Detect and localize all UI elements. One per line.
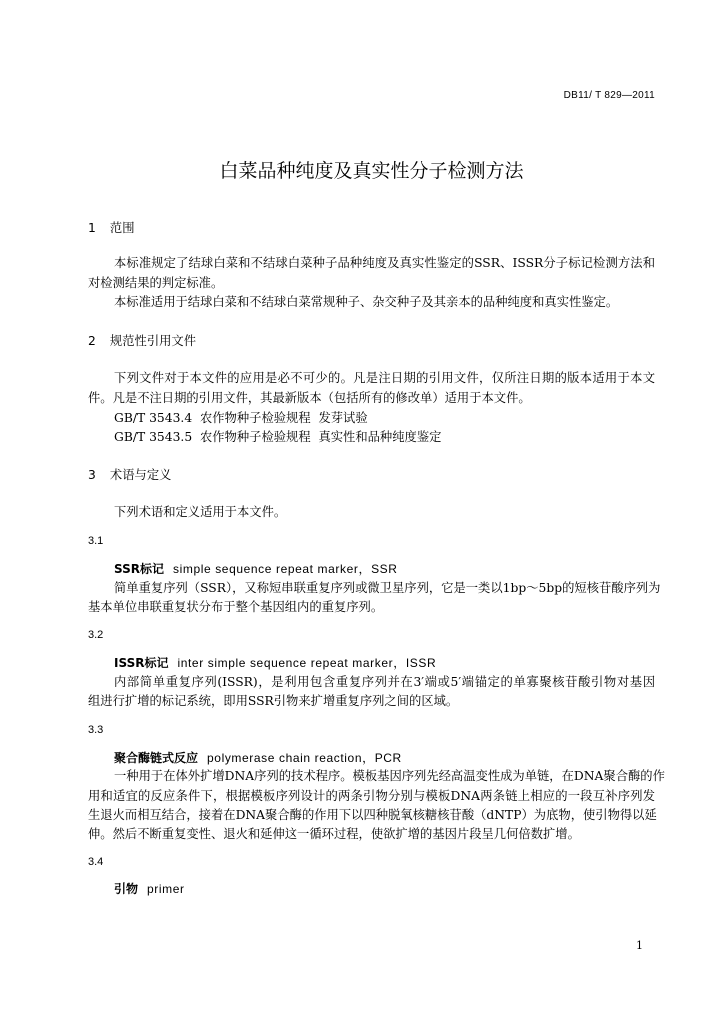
term-english: primer xyxy=(147,882,185,896)
section-heading: 规范性引用文件 xyxy=(109,334,197,348)
term-number: 3.4 xyxy=(88,856,104,868)
term-number: 3.2 xyxy=(88,629,104,641)
term-definition-line: 组进行扩增的标记系统，即用SSR引物来扩增重复序列之间的区域。 xyxy=(88,694,459,708)
term-chinese: ISSR标记 xyxy=(114,656,169,670)
section-2-paragraph-line-1: 下列文件对于本文件的应用是必不可少的。凡是注日期的引用文件，仅所注日期的版本适用于本文 xyxy=(114,371,655,385)
term-definition-line: 用和适宜的反应条件下，根据模板序列设计的两条引物分别与模板DNA两条链上相应的一段互补序列发 xyxy=(88,789,655,803)
term-english: simple sequence repeat marker，SSR xyxy=(173,562,398,576)
section-1-paragraph-2-line-1: 本标准适用于结球白菜和不结球白菜常规种子、杂交种子及其亲本的品种纯度和真实性鉴定。 xyxy=(114,295,619,309)
section-number: 3 xyxy=(88,468,96,482)
page-number: 1 xyxy=(636,939,643,952)
section-2-paragraph-line-2: 件。凡是不注日期的引用文件，其最新版本（包括所有的修改单）适用于本文件。 xyxy=(88,391,531,405)
section-number: 2 xyxy=(88,334,96,348)
term-definition-line: 生退火而相互结合，接着在DNA聚合酶的作用下以四种脱氧核糖核苷酸（dNTP）为底物，使引物得以延 xyxy=(88,808,657,822)
term-chinese: SSR标记 xyxy=(114,562,164,576)
standard-code: DB11/ T 829—2011 xyxy=(563,90,655,101)
section-1-paragraph-1-line-2: 对检测结果的判定标准。 xyxy=(88,276,224,290)
section-1-paragraph-1-line-1: 本标准规定了结球白菜和不结球白菜种子品种纯度及真实性鉴定的SSR、ISSR分子标记检测方法和 xyxy=(114,256,655,270)
term-entry xyxy=(114,750,402,766)
term-entry xyxy=(114,561,398,577)
term-number: 3.1 xyxy=(88,535,104,547)
term-entry xyxy=(114,881,185,897)
term-definition-line: 基本单位串联重复状分布于整个基因组内的重复序列。 xyxy=(88,600,384,614)
term-chinese: 引物 xyxy=(114,882,139,896)
section-2-heading-row xyxy=(88,333,196,349)
term-entry xyxy=(114,655,436,671)
section-heading: 术语与定义 xyxy=(109,468,172,482)
term-chinese: 聚合酶链式反应 xyxy=(114,751,199,765)
reference-item: GB/T 3543.4 农作物种子检验规程 发芽试验 xyxy=(114,411,368,425)
section-number: 1 xyxy=(88,221,96,235)
term-english: inter simple sequence repeat marker，ISSR xyxy=(177,656,437,670)
document-title: 白菜品种纯度及真实性分子检测方法 xyxy=(219,160,524,182)
term-definition-line: 简单重复序列（SSR），又称短串联重复序列或微卫星序列，它是一类以1bp～5bp的短核苷酸序列为 xyxy=(114,581,661,595)
term-definition-line: 伸。然后不断重复变性、退火和延伸这一循环过程，使欲扩增的基因片段呈几何倍数扩增。 xyxy=(88,827,580,841)
term-english: polymerase chain reaction，PCR xyxy=(207,751,402,765)
section-3-heading-row xyxy=(88,467,171,483)
section-heading: 范围 xyxy=(109,221,135,235)
term-definition-line: 一种用于在体外扩增DNA序列的技术程序。模板基因序列先经高温变性成为单链，在DNA聚合酶的作 xyxy=(114,769,665,783)
term-definition-line: 内部简单重复序列(ISSR)，是利用包含重复序列并在3′端或5′端锚定的单寡聚核苷酸引物对基因 xyxy=(114,675,655,689)
section-3-intro: 下列术语和定义适用于本文件。 xyxy=(114,505,287,519)
reference-item: GB/T 3543.5 农作物种子检验规程 真实性和品种纯度鉴定 xyxy=(114,430,442,444)
term-number: 3.3 xyxy=(88,724,104,736)
section-1-heading-row xyxy=(88,220,135,236)
